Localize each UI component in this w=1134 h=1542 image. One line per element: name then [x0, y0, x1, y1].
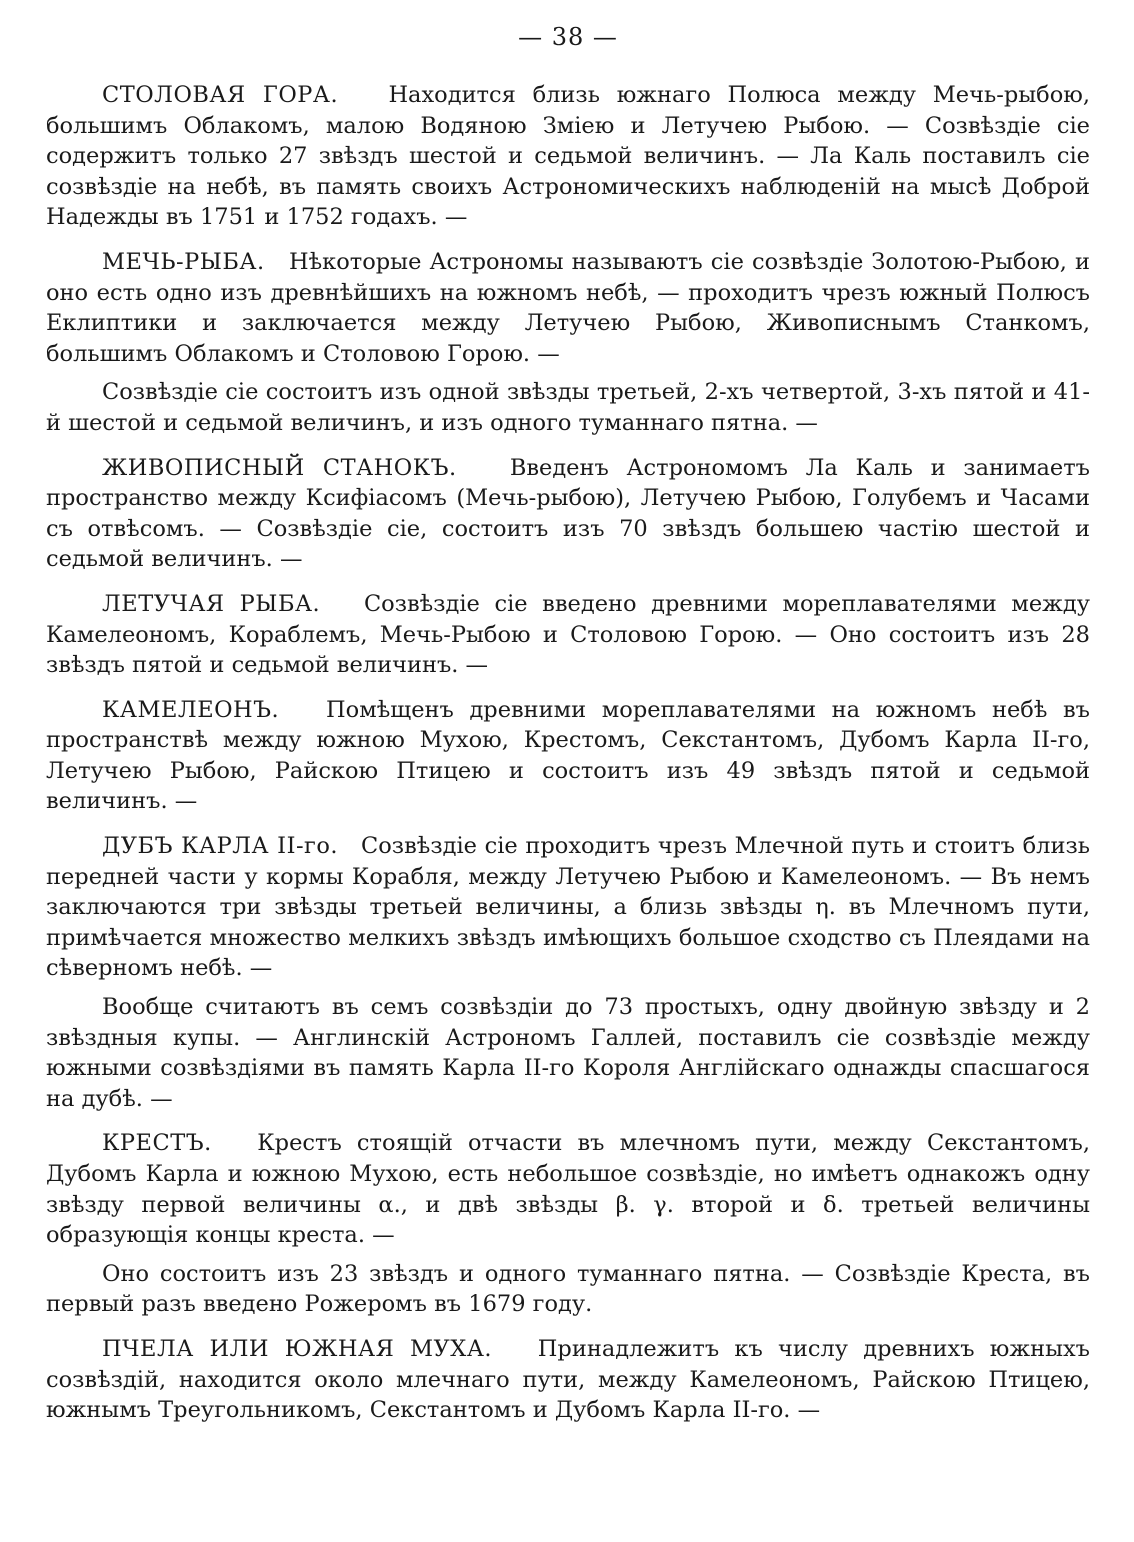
- entry-musca: [46, 1334, 1090, 1426]
- entry-crux-continued: [46, 1259, 1090, 1320]
- entry-text: Созвѣздiе сiе состоитъ изъ одной звѣзды третьей, 2-хъ четвертой, 3-хъ пятой и 41-й шестой и седьмой величинъ, и изъ одного туманнаго пятна. —: [46, 379, 1090, 436]
- entry-dorado: [46, 247, 1090, 369]
- entry-table-mountain: [46, 80, 1090, 233]
- entry-robur-carolinum: [46, 831, 1090, 984]
- entry-text: Введенъ Астрономомъ Ла Каль и занимаетъ пространство между Ксифiасомъ (Мечь-рыбою), Летучею Рыбою, Голубемъ и Часами съ отвѣсомъ. — Созвѣздiе сiе, состоитъ изъ 70 звѣздъ большею частiю шестой и седьмой величинъ. —: [46, 454, 1090, 573]
- entry-text: Принадлежитъ къ числу древнихъ южныхъ созвѣздiй, находится около млечнаго пути, между Камелеономъ, Райскою Птицею, южнымъ Треугольникомъ, Секстантомъ и Дубомъ Карла II-го. —: [46, 1335, 1090, 1424]
- entry-pictor: [46, 453, 1090, 575]
- entry-heading: КАМЕЛЕОНЪ.: [102, 696, 280, 723]
- entry-text: Созвѣздiе сiе проходитъ чрезъ Млечной путь и стоитъ близь передней части у кормы Корабля, между Летучею Рыбою и Камелеономъ. — Въ немъ заключаются три звѣзды третьей величины, а близь звѣзды η. въ Млечномъ пути, примѣчается множество мелкихъ звѣздъ имѣющихъ большое сходство съ Плеядами на сѣверномъ небѣ. —: [46, 833, 1090, 982]
- entry-text: Нѣкоторые Астрономы называютъ сiе созвѣздiе Золотою-Рыбою, и оно есть одно изъ древнѣйшихъ на южномъ небѣ, — проходитъ чрезъ южный Полюсъ Еклиптики и заключается между Летучею Рыбою, Живописнымъ Станкомъ, большимъ Облакомъ и Столовою Горою. —: [46, 248, 1090, 367]
- entry-text: Оно состоитъ изъ 23 звѣздъ и одного туманнаго пятна. — Созвѣздiе Креста, въ первый разъ введено Рожеромъ въ 1679 году.: [46, 1260, 1090, 1318]
- entry-text: Находится близь южнаго Полюса между Мечь-рыбою, большимъ Облакомъ, малою Водяною Змiею и Летучею Рыбою. — Созвѣздiе сiе содержитъ только 27 звѣздъ шестой и седьмой величинъ. — Ла Каль поставилъ сiе созвѣздiе на небѣ, въ память своихъ Астрономическихъ наблюденiй на мысѣ Доброй Надежды въ 1751 и 1752 годахъ. —: [46, 82, 1090, 231]
- entry-heading: ПЧЕЛА ИЛИ ЮЖНАЯ МУХА.: [102, 1335, 493, 1362]
- entry-volans: [46, 589, 1090, 681]
- entry-heading: СТОЛОВАЯ ГОРА.: [102, 82, 339, 108]
- entry-heading: ДУБЪ КАРЛА II-го.: [102, 833, 339, 860]
- entry-text: Помѣщенъ древними мореплавателями на южномъ небѣ въ пространствѣ между южною Мухою, Крестомъ, Секстантомъ, Дубомъ Карла II-го, Летучею Рыбою, Райскою Птицею и состоитъ изъ 49 звѣздъ пятой и седьмой величинъ. —: [46, 696, 1090, 815]
- entry-heading: МЕЧЬ-РЫБА.: [102, 248, 265, 275]
- entry-heading: КРЕСТЪ.: [102, 1130, 212, 1157]
- entry-dorado-continued: [46, 377, 1090, 438]
- entry-crux: [46, 1128, 1090, 1250]
- entry-text: Созвѣздiе сiе введено древними мореплавателями между Камелеономъ, Кораблемъ, Мечь-Рыбою и Столовою Горою. — Оно состоитъ изъ 28 звѣздъ пятой и седьмой величинъ. —: [46, 590, 1090, 679]
- entry-text: Крестъ стоящiй отчасти въ млечномъ пути, между Секстантомъ, Дубомъ Карла и южною Мухою, есть небольшое созвѣздiе, но имѣетъ однакожъ одну звѣзду первой величины α., и двѣ звѣзды β. γ. вторoй и δ. третьей величины образующiя концы креста. —: [46, 1130, 1090, 1249]
- entry-robur-carolinum-continued: [46, 992, 1090, 1114]
- entry-heading: ЛЕТУЧАЯ РЫБА.: [102, 590, 321, 617]
- page-number: — 38 —: [518, 23, 618, 51]
- entry-text: Вообще считаютъ въ семъ созвѣздiи до 73 простыхъ, одну двойную звѣзду и 2 звѣздныя купы. — Англинскiй Астрономъ Галлей, поставилъ сiе созвѣздiе между южными созвѣздiями въ память Карла II-го Короля Англiйскаго однажды спасшагося на дубѣ. —: [46, 994, 1090, 1112]
- entry-heading: ЖИВОПИСНЫЙ СТАНОКЪ.: [102, 454, 457, 481]
- entry-chamaeleon: [46, 695, 1090, 817]
